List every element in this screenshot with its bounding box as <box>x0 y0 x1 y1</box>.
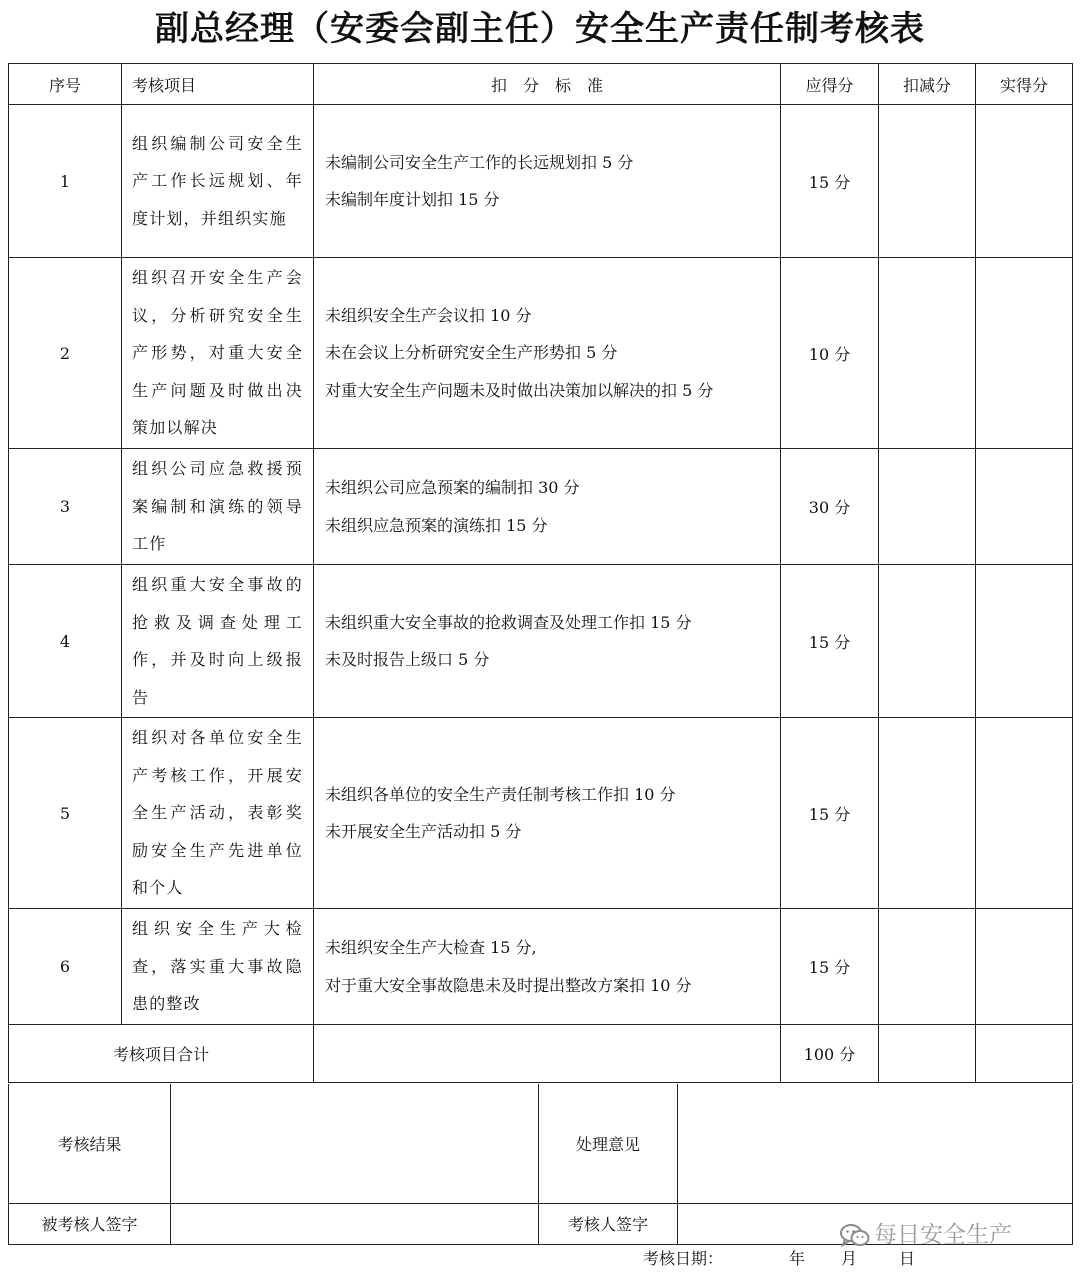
criteria-line: 未开展安全生产活动扣 5 分 <box>325 822 522 841</box>
table-row <box>9 718 1073 909</box>
row-criteria <box>314 449 781 565</box>
assessor-sign-label: 考核人签字 <box>539 1203 678 1244</box>
row-actual-score-cell[interactable] <box>976 909 1073 1025</box>
row-due-score: 30 分 <box>781 449 879 565</box>
row-seq: 1 <box>9 105 122 258</box>
table-row <box>9 105 1073 258</box>
criteria-line: 未组织各单位的安全生产责任制考核工作扣 10 分 <box>325 784 676 804</box>
row-criteria <box>314 565 781 718</box>
total-row <box>9 1025 1073 1083</box>
header-item: 考核项目 <box>122 64 314 105</box>
assessment-table <box>8 63 1073 1083</box>
criteria-line: 未组织安全生产会议扣 10 分 <box>325 305 532 325</box>
date-label: 考核日期： <box>643 1249 724 1268</box>
table-row <box>9 258 1073 449</box>
table-row <box>9 909 1073 1025</box>
row-criteria <box>314 105 781 258</box>
row-due-score: 15 分 <box>781 909 879 1025</box>
total-criteria-cell <box>314 1025 781 1083</box>
row-item: 组织对各单位安全生产考核工作，开展安全生产活动，表彰奖励安全生产先进单位和个人 <box>122 718 314 909</box>
row-seq: 5 <box>9 718 122 909</box>
result-row <box>9 1084 1073 1203</box>
criteria-line: 未及时报告上级口 5 分 <box>325 650 490 669</box>
criteria-line: 未编制公司安全生产工作的长远规划扣 5 分 <box>325 152 634 172</box>
header-due-score: 应得分 <box>781 64 879 105</box>
row-deduction-cell[interactable] <box>879 258 976 449</box>
row-seq: 3 <box>9 449 122 565</box>
row-deduction-cell[interactable] <box>879 565 976 718</box>
watermark <box>840 1219 1012 1251</box>
row-item: 组织召开安全生产会议，分析研究安全生产形势，对重大安全生产问题及时做出决策加以解决 <box>122 258 314 449</box>
row-seq: 6 <box>9 909 122 1025</box>
row-due-score: 15 分 <box>781 105 879 258</box>
watermark-text: 每日安全生产 <box>874 1222 1012 1248</box>
criteria-line: 对重大安全生产问题未及时做出决策加以解决的扣 5 分 <box>325 380 714 400</box>
date-year: 年 <box>789 1249 806 1268</box>
criteria-line: 未组织重大安全事故的抢救调查及处理工作扣 15 分 <box>325 612 692 632</box>
criteria-line: 未组织应急预案的演练扣 15 分 <box>325 515 548 535</box>
row-item: 组织公司应急救援预案编制和演练的领导工作 <box>122 449 314 565</box>
row-criteria <box>314 718 781 909</box>
row-deduction-cell[interactable] <box>879 718 976 909</box>
row-item: 组织编制公司安全生产工作长远规划、年度计划，并组织实施 <box>122 105 314 258</box>
total-score: 100 分 <box>781 1025 879 1083</box>
criteria-line: 未组织公司应急预案的编制扣 30 分 <box>325 478 580 497</box>
document-title: 副总经理（安委会副主任）安全生产责任制考核表 <box>155 9 925 49</box>
total-deduction-cell[interactable] <box>879 1025 976 1083</box>
row-criteria <box>314 909 781 1025</box>
row-actual-score-cell[interactable] <box>976 105 1073 258</box>
header-criteria: 扣 分 标 准 <box>314 64 781 105</box>
header-actual-score: 实得分 <box>976 64 1073 105</box>
wechat-icon <box>840 1223 870 1249</box>
assessee-sign-field[interactable] <box>171 1203 539 1244</box>
result-label: 考核结果 <box>9 1084 171 1203</box>
row-criteria <box>314 258 781 449</box>
row-item: 组织安全生产大检查，落实重大事故隐患的整改 <box>122 909 314 1025</box>
row-actual-score-cell[interactable] <box>976 565 1073 718</box>
result-field[interactable] <box>171 1084 539 1203</box>
opinion-field[interactable] <box>678 1084 1073 1203</box>
criteria-line: 未在会议上分析研究安全生产形势扣 5 分 <box>325 343 618 363</box>
row-actual-score-cell[interactable] <box>976 449 1073 565</box>
row-actual-score-cell[interactable] <box>976 718 1073 909</box>
table-header-row <box>9 64 1073 105</box>
total-label: 考核项目合计 <box>9 1025 314 1083</box>
table-row <box>9 449 1073 565</box>
row-seq: 2 <box>9 258 122 449</box>
total-actual-score-cell[interactable] <box>976 1025 1073 1083</box>
date-month: 月 <box>841 1249 858 1268</box>
date-day: 日 <box>899 1249 916 1268</box>
row-due-score: 15 分 <box>781 718 879 909</box>
criteria-line: 未组织安全生产大检查 15 分, <box>325 938 537 957</box>
assessee-sign-label: 被考核人签字 <box>9 1203 171 1244</box>
opinion-label: 处理意见 <box>539 1084 678 1203</box>
header-deduction: 扣减分 <box>879 64 976 105</box>
row-due-score: 15 分 <box>781 565 879 718</box>
row-actual-score-cell[interactable] <box>976 258 1073 449</box>
row-due-score: 10 分 <box>781 258 879 449</box>
header-seq: 序号 <box>9 64 122 105</box>
row-deduction-cell[interactable] <box>879 449 976 565</box>
criteria-line: 未编制年度计划扣 15 分 <box>325 190 500 209</box>
row-item: 组织重大安全事故的抢救及调查处理工作，并及时向上级报告 <box>122 565 314 718</box>
criteria-line: 对于重大安全事故隐患未及时提出整改方案扣 10 分 <box>325 975 692 995</box>
row-seq: 4 <box>9 565 122 718</box>
table-row <box>9 565 1073 718</box>
row-deduction-cell[interactable] <box>879 909 976 1025</box>
row-deduction-cell[interactable] <box>879 105 976 258</box>
